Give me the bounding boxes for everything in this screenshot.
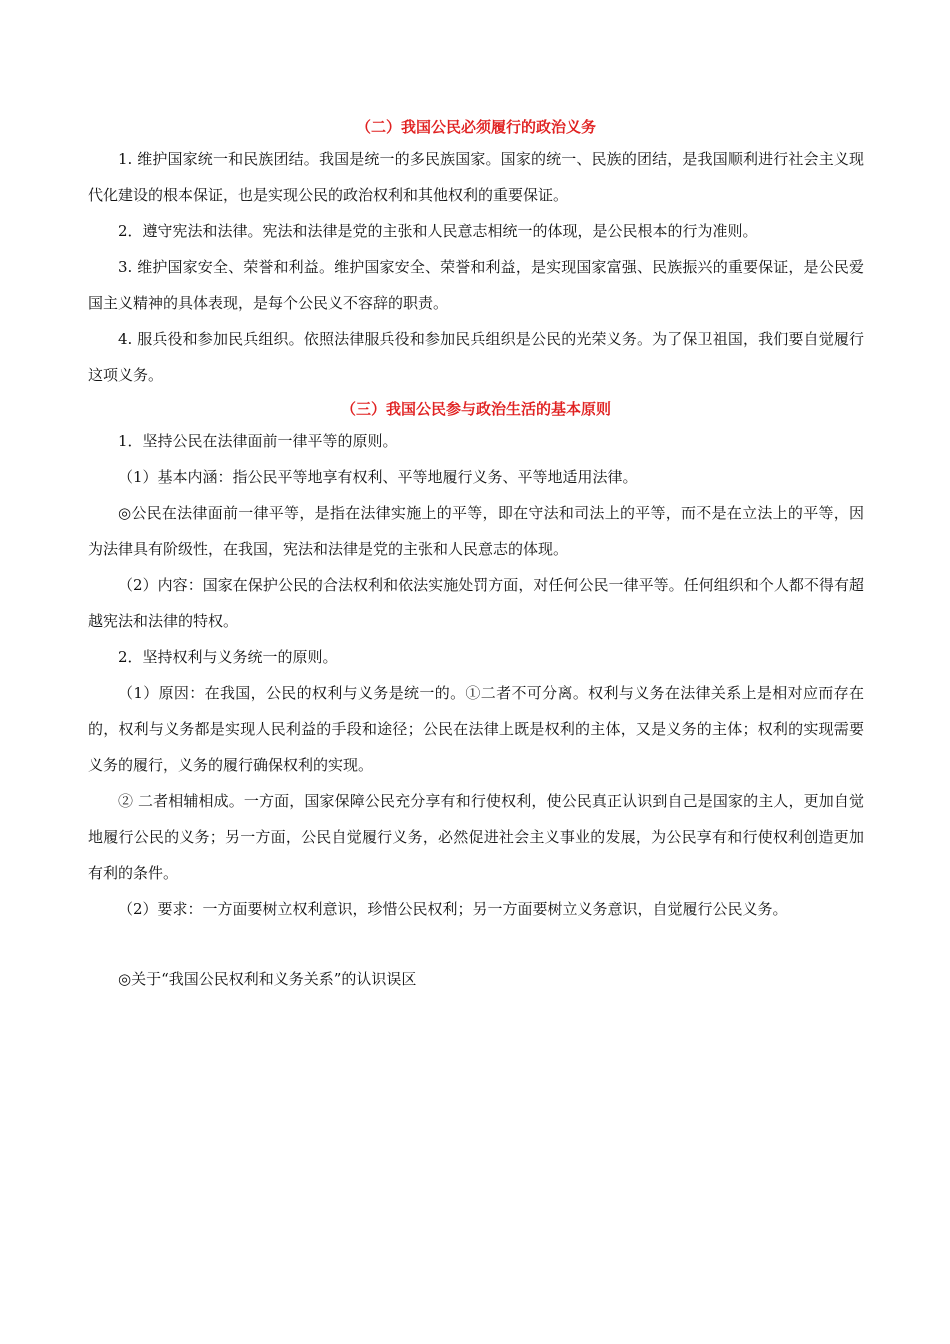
duty-item-3: 3. 维护国家安全、荣誉和利益。维护国家安全、荣誉和利益，是实现国家富强、民族振兴的重要保证，是公民爱国主义精神的具体表现，是每个公民义不容辞的职责。 bbox=[88, 258, 864, 312]
section-heading-political-duties: （二）我国公民必须履行的政治义务 bbox=[355, 118, 596, 136]
principle-item-2: 2．坚持权利与义务统一的原则。 bbox=[118, 648, 338, 666]
principle-item-2-complementary: ② 二者相辅相成。一方面，国家保障公民充分享有和行使权利，使公民真正认识到自己是国家的主人，更加自觉地履行公民的义务；另一方面，公民自觉履行义务，必然促进社会主义事业的发展，为公民享有和行使权利创造更加有利的条件。 bbox=[88, 792, 864, 882]
principle-item-1: 1．坚持公民在法律面前一律平等的原则。 bbox=[118, 432, 398, 450]
duty-item-1: 1. 维护国家统一和民族团结。我国是统一的多民族国家。国家的统一、民族的团结，是我国顺利进行社会主义现代化建设的根本保证，也是实现公民的政治权利和其他权利的重要保证。 bbox=[88, 150, 864, 204]
document-page bbox=[88, 113, 864, 997]
blank-line bbox=[88, 927, 864, 961]
section-heading-basic-principles: （三）我国公民参与政治生活的基本原则 bbox=[340, 400, 611, 418]
duty-item-2: 2．遵守宪法和法律。宪法和法律是党的主张和人民意志相统一的体现，是公民根本的行为准则。 bbox=[118, 222, 758, 240]
principle-item-1-meaning: （1）基本内涵：指公民平等地享有权利、平等地履行义务、平等地适用法律。 bbox=[118, 468, 638, 486]
principle-item-2-requirement: （2）要求：一方面要树立权利意识，珍惜公民权利；另一方面要树立义务意识，自觉履行公民义务。 bbox=[118, 900, 788, 918]
principle-item-2-reason: （1）原因：在我国，公民的权利与义务是统一的。①二者不可分离。权利与义务在法律关系上是相对应而存在的，权利与义务都是实现人民利益的手段和途径；公民在法律上既是权利的主体，又是义务的主体；权利的实现需要义务的履行，义务的履行确保权利的实现。 bbox=[88, 684, 864, 774]
duty-item-4: 4. 服兵役和参加民兵组织。依照法律服兵役和参加民兵组织是公民的光荣义务。为了保卫祖国，我们要自觉履行这项义务。 bbox=[88, 330, 864, 384]
misconception-note: ◎关于“我国公民权利和义务关系”的认识误区 bbox=[118, 970, 417, 988]
principle-item-1-content: （2）内容：国家在保护公民的合法权利和依法实施处罚方面，对任何公民一律平等。任何组织和个人都不得有超越宪法和法律的特权。 bbox=[88, 576, 864, 630]
principle-item-1-note: ◎公民在法律面前一律平等，是指在法律实施上的平等，即在守法和司法上的平等，而不是在立法上的平等，因为法律具有阶级性，在我国，宪法和法律是党的主张和人民意志的体现。 bbox=[88, 504, 864, 558]
